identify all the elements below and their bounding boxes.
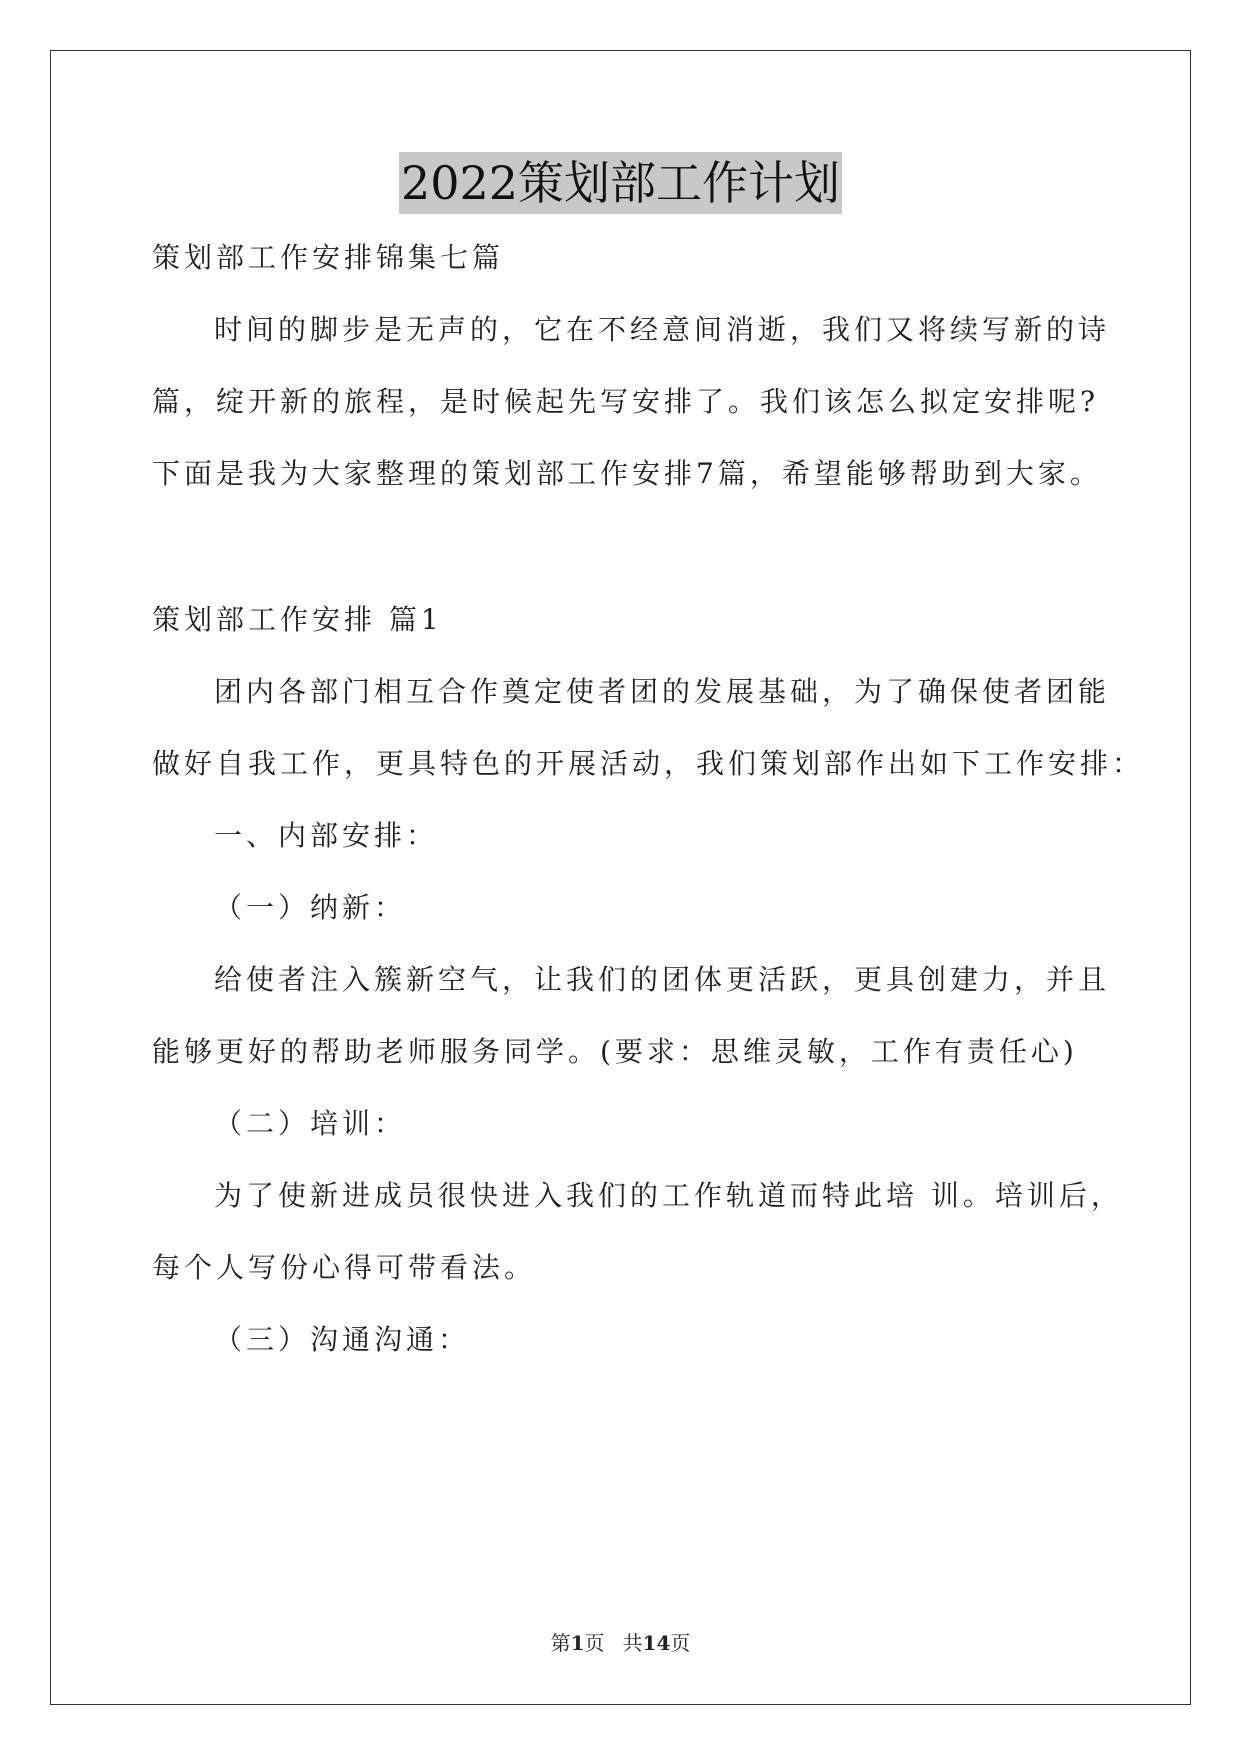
document-title: 2022策划部工作计划 xyxy=(399,152,842,214)
page-footer xyxy=(0,1627,1241,1656)
document-subtitle: 策划部工作安排锦集七篇 xyxy=(152,241,505,274)
body-line-10: （三）沟通沟通： xyxy=(214,1323,471,1356)
body-line-6: 能够更好的帮助老师服务同学。(要求：思维灵敏，工作有责任心) xyxy=(152,1035,1078,1068)
body-line-7: （二）培训： xyxy=(214,1107,407,1140)
intro-line-2: 篇，绽开新的旅程，是时候起先写安排了。我们该怎么拟定安排呢? xyxy=(152,385,1100,418)
page-border xyxy=(50,50,1191,1705)
section-heading: 策划部工作安排 篇1 xyxy=(152,603,443,636)
total-suffix: 页 xyxy=(670,1631,691,1655)
body-line-9: 每个人写份心得可带看法。 xyxy=(152,1251,537,1284)
title-container xyxy=(0,152,1241,214)
page-prefix: 第 xyxy=(550,1631,571,1655)
body-line-1: 团内各部门相互合作奠定使者团的发展基础，为了确保使者团能 xyxy=(214,675,1111,708)
body-line-3: 一、内部安排： xyxy=(214,819,439,852)
total-prefix: 共 xyxy=(622,1631,643,1655)
body-line-8: 为了使新进成员很快进入我们的工作轨道而特此培 训。培训后， xyxy=(214,1179,1123,1212)
body-line-5: 给使者注入簇新空气，让我们的团体更活跃，更具创建力，并且 xyxy=(214,963,1111,996)
intro-line-1: 时间的脚步是无声的，它在不经意间消逝，我们又将续写新的诗 xyxy=(214,313,1111,346)
page-suffix: 页 xyxy=(584,1631,605,1655)
intro-line-3: 下面是我为大家整理的策划部工作安排7篇，希望能够帮助到大家。 xyxy=(152,457,1102,490)
page-number: 1 xyxy=(570,1631,585,1655)
body-line-4: （一）纳新： xyxy=(214,891,407,924)
total-pages: 14 xyxy=(642,1631,671,1655)
body-line-2: 做好自我工作，更具特色的开展活动，我们策划部作出如下工作安排： xyxy=(152,747,1145,780)
